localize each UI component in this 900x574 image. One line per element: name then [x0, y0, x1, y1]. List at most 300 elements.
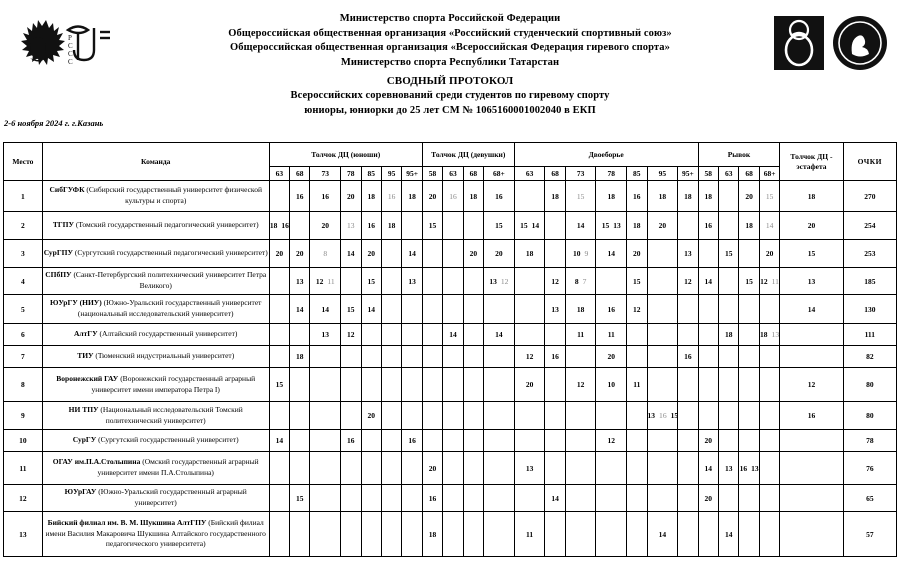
score-cell-d0	[514, 268, 545, 295]
team-abbr: ТГПУ	[52, 220, 74, 230]
score-cell-m1: 16	[290, 181, 310, 212]
th-group-snatch: Рывок	[698, 143, 780, 167]
score-cell-d4	[627, 452, 647, 485]
score-cell-d5	[647, 368, 678, 402]
score-cell-m6	[402, 346, 422, 368]
score-cell-d3: 18	[596, 181, 627, 212]
score-cell-w0	[422, 295, 442, 324]
score-cell-w0	[422, 268, 442, 295]
th-weight-3-2: 68	[739, 167, 759, 181]
score-cell-r3: 14	[759, 212, 779, 240]
score-cell-d1	[545, 512, 565, 557]
score-cell-m6	[402, 452, 422, 485]
relay-cell: 18	[780, 181, 843, 212]
team-abbr: ЮУрГАУ	[64, 487, 97, 497]
score-cell-d3: 15 13	[596, 212, 627, 240]
score-cell-d6	[678, 485, 698, 512]
score-cell-d4	[627, 402, 647, 430]
score-cell-d1	[545, 324, 565, 346]
score-cell-m2: 12 11	[310, 268, 341, 295]
table-row	[4, 212, 897, 240]
score-cell-d6	[678, 402, 698, 430]
score-cell-m5	[381, 346, 401, 368]
score-cell-m0	[269, 181, 289, 212]
score-cell-d5	[647, 485, 678, 512]
score-cell-r0	[698, 240, 718, 268]
score-cell-w0: 20	[422, 452, 442, 485]
score-cell-d6	[678, 430, 698, 452]
table-row	[4, 268, 897, 295]
score-cell-m3: 20	[341, 181, 361, 212]
score-cell-d0	[514, 181, 545, 212]
score-cell-w2	[463, 268, 483, 295]
score-cell-w2	[463, 212, 483, 240]
points-cell: 82	[843, 346, 896, 368]
score-cell-r1	[719, 430, 739, 452]
score-cell-w2	[463, 346, 483, 368]
score-cell-w3	[484, 485, 515, 512]
row-team: ТИУ (Тюменский индустриальный университет)	[42, 346, 269, 368]
score-cell-m3: 13	[341, 212, 361, 240]
score-cell-d1	[545, 212, 565, 240]
score-secondary: 7	[582, 276, 587, 286]
score-cell-d4: 11	[627, 368, 647, 402]
score-cell-w2	[463, 485, 483, 512]
score-cell-d3	[596, 268, 627, 295]
score-cell-m4	[361, 368, 381, 402]
score-cell-r0: 14	[698, 452, 718, 485]
score-cell-d6	[678, 452, 698, 485]
score-cell-d2	[565, 430, 596, 452]
relay-cell: 14	[780, 295, 843, 324]
document-header	[0, 0, 900, 128]
th-weight-0-2: 73	[310, 167, 341, 181]
score-cell-r1	[719, 268, 739, 295]
score-cell-m5	[381, 402, 401, 430]
score-cell-m4: 16	[361, 212, 381, 240]
svg-text:С: С	[68, 50, 73, 58]
row-place: 2	[4, 212, 43, 240]
score-cell-m2	[310, 430, 341, 452]
score-cell-d4: 18	[627, 212, 647, 240]
score-cell-d0	[514, 295, 545, 324]
score-cell-r1	[719, 181, 739, 212]
score-cell-d0	[514, 485, 545, 512]
score-cell-m4	[361, 452, 381, 485]
score-cell-r0	[698, 368, 718, 402]
score-cell-w2: 20	[463, 240, 483, 268]
score-cell-w1	[443, 295, 463, 324]
score-cell-w1: 14	[443, 324, 463, 346]
relay-cell	[780, 512, 843, 557]
protocol-subtitle-1: Всероссийских соревнований среди студентов по гиревому спорту	[290, 89, 610, 101]
score-cell-r3	[759, 346, 779, 368]
th-weight-3-0: 58	[698, 167, 718, 181]
score-cell-d5	[647, 268, 678, 295]
svg-text:С: С	[68, 58, 73, 66]
score-cell-m0	[269, 512, 289, 557]
score-cell-m6: 18	[402, 181, 422, 212]
score-cell-m3: 14	[341, 240, 361, 268]
score-cell-m4: 15	[361, 268, 381, 295]
score-cell-m1	[290, 430, 310, 452]
score-cell-d3: 14	[596, 240, 627, 268]
score-cell-d4: 12	[627, 295, 647, 324]
score-cell-r0	[698, 402, 718, 430]
relay-cell	[780, 485, 843, 512]
score-cell-d3	[596, 452, 627, 485]
score-cell-r2	[739, 430, 759, 452]
score-cell-r2	[739, 240, 759, 268]
th-place: Место	[4, 143, 43, 181]
score-cell-m4: 20	[361, 240, 381, 268]
score-cell-d5: 14	[647, 512, 678, 557]
score-cell-w1	[443, 485, 463, 512]
row-team: Воронежский ГАУ (Воронежский государственный аграрный университет имени императора Петра I)	[42, 368, 269, 402]
team-abbr: СибГУФК	[49, 185, 85, 195]
score-cell-m4: 14	[361, 295, 381, 324]
score-cell-m3	[341, 346, 361, 368]
row-place: 12	[4, 485, 43, 512]
score-cell-d6: 16	[678, 346, 698, 368]
score-cell-r0: 16	[698, 212, 718, 240]
score-cell-w1	[443, 430, 463, 452]
score-cell-d6: 12	[678, 268, 698, 295]
th-weight-2-3: 78	[596, 167, 627, 181]
score-cell-d1	[545, 402, 565, 430]
points-cell: 130	[843, 295, 896, 324]
score-cell-m5	[381, 452, 401, 485]
row-place: 11	[4, 452, 43, 485]
score-cell-m2	[310, 485, 341, 512]
score-cell-m0	[269, 452, 289, 485]
relay-cell: 13	[780, 268, 843, 295]
score-cell-d5: 20	[647, 212, 678, 240]
th-weight-0-1: 68	[290, 167, 310, 181]
score-cell-d0: 15 14	[514, 212, 545, 240]
score-cell-w1	[443, 240, 463, 268]
score-tertiary: 15	[670, 411, 679, 420]
points-cell: 253	[843, 240, 896, 268]
score-secondary: 13	[751, 463, 759, 473]
score-cell-w1	[443, 212, 463, 240]
score-cell-d0: 13	[514, 452, 545, 485]
score-cell-m0	[269, 268, 289, 295]
score-cell-d0	[514, 324, 545, 346]
score-cell-r1	[719, 346, 739, 368]
score-cell-r1	[719, 368, 739, 402]
score-cell-d2	[565, 512, 596, 557]
row-team: СибГУФК (Сибирский государственный университет физической культуры и спорта)	[42, 181, 269, 212]
score-cell-r1: 15	[719, 240, 739, 268]
federation-logos-icon	[772, 14, 890, 72]
th-weight-2-4: 85	[627, 167, 647, 181]
score-cell-w2	[463, 324, 483, 346]
score-cell-m0: 14	[269, 430, 289, 452]
score-cell-m5	[381, 295, 401, 324]
score-cell-m1	[290, 212, 310, 240]
score-cell-d2: 8 7	[565, 268, 596, 295]
score-cell-m4	[361, 512, 381, 557]
relay-cell: 12	[780, 368, 843, 402]
th-weight-1-1: 63	[443, 167, 463, 181]
score-cell-m6	[402, 512, 422, 557]
score-cell-d1: 14	[545, 485, 565, 512]
score-cell-w3	[484, 368, 515, 402]
score-cell-m2: 16	[310, 181, 341, 212]
relay-cell: 15	[780, 240, 843, 268]
score-cell-m6: 13	[402, 268, 422, 295]
score-cell-d3	[596, 512, 627, 557]
score-cell-d5	[647, 324, 678, 346]
score-secondary: 11	[771, 276, 779, 286]
th-group-biathlon: Двоеборье	[514, 143, 698, 167]
score-cell-m0: 18 16	[269, 212, 289, 240]
points-cell: 185	[843, 268, 896, 295]
score-cell-r0	[698, 324, 718, 346]
score-cell-d1	[545, 240, 565, 268]
score-secondary: 14	[531, 221, 540, 230]
score-cell-r3: 20	[759, 240, 779, 268]
score-cell-d3	[596, 485, 627, 512]
score-cell-m2	[310, 512, 341, 557]
score-cell-w2	[463, 295, 483, 324]
score-cell-m5	[381, 368, 401, 402]
score-cell-w3	[484, 512, 515, 557]
score-cell-d4	[627, 324, 647, 346]
score-cell-d1	[545, 368, 565, 402]
score-cell-d5: 18	[647, 181, 678, 212]
svg-text:С: С	[68, 42, 73, 50]
row-team: Бийский филиал им. В. М. Шукшина АлтГПУ (Бийский филиал имени Василия Макаровича Шукшина Алтайского государственного педагогического университета)	[42, 512, 269, 557]
team-abbr: СурГУ	[72, 435, 97, 445]
score-cell-m5	[381, 240, 401, 268]
score-secondary: 16	[659, 411, 667, 420]
table-row	[4, 430, 897, 452]
header-line-1: Министерство спорта Российской Федерации	[339, 13, 561, 24]
score-cell-d2	[565, 346, 596, 368]
score-cell-w0	[422, 324, 442, 346]
score-cell-w1	[443, 346, 463, 368]
score-cell-d5	[647, 295, 678, 324]
th-weight-2-1: 68	[545, 167, 565, 181]
score-cell-d0: 18	[514, 240, 545, 268]
score-cell-w3: 13 12	[484, 268, 515, 295]
header-titles	[150, 12, 750, 118]
score-cell-d4: 20	[627, 240, 647, 268]
points-cell: 80	[843, 368, 896, 402]
score-cell-m0	[269, 346, 289, 368]
table-head	[4, 143, 897, 181]
score-cell-m0	[269, 402, 289, 430]
table-row	[4, 485, 897, 512]
row-place: 8	[4, 368, 43, 402]
score-cell-d4	[627, 512, 647, 557]
score-cell-m3	[341, 512, 361, 557]
th-relay: Толчок ДЦ - эстафета	[780, 143, 843, 181]
score-cell-r2	[739, 295, 759, 324]
score-cell-w3: 14	[484, 324, 515, 346]
table-row	[4, 346, 897, 368]
score-cell-m5	[381, 268, 401, 295]
score-cell-w1	[443, 452, 463, 485]
score-cell-m4	[361, 430, 381, 452]
score-cell-d5	[647, 240, 678, 268]
row-place: 1	[4, 181, 43, 212]
score-cell-w0	[422, 402, 442, 430]
score-cell-m3: 12	[341, 324, 361, 346]
score-cell-w0	[422, 430, 442, 452]
points-cell: 57	[843, 512, 896, 557]
score-secondary: 16	[281, 221, 289, 230]
score-cell-m6: 14	[402, 240, 422, 268]
score-cell-r1	[719, 402, 739, 430]
score-cell-m1: 15	[290, 485, 310, 512]
score-cell-w1	[443, 512, 463, 557]
score-cell-w2	[463, 402, 483, 430]
score-cell-r1	[719, 485, 739, 512]
points-cell: 78	[843, 430, 896, 452]
score-cell-d0: 20	[514, 368, 545, 402]
score-cell-w1	[443, 402, 463, 430]
score-cell-d6	[678, 368, 698, 402]
score-cell-d2: 14	[565, 212, 596, 240]
score-cell-d3: 11	[596, 324, 627, 346]
score-cell-m1	[290, 452, 310, 485]
team-abbr: НИ ТПУ	[68, 404, 99, 414]
date-city: 2-6 ноября 2024 г. г.Казань	[4, 118, 104, 128]
score-cell-m2	[310, 346, 341, 368]
score-cell-m3: 16	[341, 430, 361, 452]
score-cell-m3	[341, 402, 361, 430]
score-cell-w0	[422, 346, 442, 368]
score-cell-w2	[463, 512, 483, 557]
score-secondary: 13	[771, 330, 780, 339]
score-cell-d3: 20	[596, 346, 627, 368]
score-cell-m5: 16	[381, 181, 401, 212]
score-cell-r2: 15	[739, 268, 759, 295]
score-cell-r2	[739, 402, 759, 430]
score-cell-m1: 20	[290, 240, 310, 268]
score-cell-d2	[565, 402, 596, 430]
row-team: ЮУрГУ (НИУ) (Южно-Уральский государственный университет (национальный исследовательский университет)	[42, 295, 269, 324]
table-row	[4, 402, 897, 430]
score-cell-w0: 15	[422, 212, 442, 240]
score-cell-m3	[341, 452, 361, 485]
score-cell-d0	[514, 430, 545, 452]
th-weight-1-0: 58	[422, 167, 442, 181]
coat-of-arms-icon	[8, 14, 128, 70]
score-cell-m0	[269, 485, 289, 512]
score-cell-r2: 20	[739, 181, 759, 212]
row-place: 6	[4, 324, 43, 346]
score-cell-r2: 16 13	[739, 452, 759, 485]
score-cell-m1: 13	[290, 268, 310, 295]
score-cell-w2	[463, 452, 483, 485]
score-cell-w3	[484, 452, 515, 485]
score-cell-d1	[545, 430, 565, 452]
th-weight-3-1: 63	[719, 167, 739, 181]
th-weight-2-6: 95+	[678, 167, 698, 181]
relay-cell: 16	[780, 402, 843, 430]
score-cell-w3	[484, 346, 515, 368]
relay-cell	[780, 452, 843, 485]
score-cell-m1: 18	[290, 346, 310, 368]
score-cell-d4: 16	[627, 181, 647, 212]
score-cell-w2: 18	[463, 181, 483, 212]
score-cell-r0	[698, 512, 718, 557]
protocol-title: СВОДНЫЙ ПРОТОКОЛ	[386, 75, 514, 88]
score-cell-m2: 13	[310, 324, 341, 346]
score-cell-w0: 20	[422, 181, 442, 212]
table-row	[4, 368, 897, 402]
score-cell-r3: 18 13	[759, 324, 779, 346]
relay-cell: 20	[780, 212, 843, 240]
row-place: 9	[4, 402, 43, 430]
points-cell: 76	[843, 452, 896, 485]
score-cell-d5	[647, 452, 678, 485]
score-cell-m4	[361, 485, 381, 512]
row-team: АлтГУ (Алтайский государственный университет)	[42, 324, 269, 346]
row-team: СурГУ (Сургутский государственный университет)	[42, 430, 269, 452]
row-place: 5	[4, 295, 43, 324]
score-cell-d6	[678, 212, 698, 240]
row-place: 13	[4, 512, 43, 557]
th-weight-0-4: 85	[361, 167, 381, 181]
score-cell-d5	[647, 346, 678, 368]
score-cell-d3	[596, 402, 627, 430]
score-cell-m4	[361, 324, 381, 346]
score-cell-m6	[402, 295, 422, 324]
score-cell-m0: 15	[269, 368, 289, 402]
score-cell-r3	[759, 512, 779, 557]
table-row	[4, 181, 897, 212]
th-team: Команда	[42, 143, 269, 181]
points-cell: 270	[843, 181, 896, 212]
th-weight-1-2: 68	[463, 167, 483, 181]
score-cell-w2	[463, 368, 483, 402]
table-row	[4, 324, 897, 346]
score-cell-d1: 12	[545, 268, 565, 295]
score-cell-w3	[484, 430, 515, 452]
score-cell-m2: 14	[310, 295, 341, 324]
score-cell-d1	[545, 452, 565, 485]
score-cell-w0	[422, 240, 442, 268]
relay-cell	[780, 346, 843, 368]
score-cell-r3: 15	[759, 181, 779, 212]
protocol-subtitle-2: юниоры, юниорки до 25 лет СМ № 1065160001002040 в ЕКП	[304, 104, 596, 116]
score-cell-w3	[484, 295, 515, 324]
score-secondary: 13	[613, 221, 621, 230]
th-weight-0-0: 63	[269, 167, 289, 181]
svg-text:Р: Р	[68, 34, 72, 42]
score-cell-m1	[290, 512, 310, 557]
header-line-4: Министерство спорта Республики Татарстан	[340, 56, 560, 68]
score-cell-r1	[719, 212, 739, 240]
team-abbr: Бийский филиал им. В. М. Шукшина АлтГПУ	[47, 518, 207, 528]
row-team: НИ ТПУ (Национальный исследовательский Томский политехнический университет)	[42, 402, 269, 430]
team-abbr: СурГПУ	[43, 248, 73, 258]
th-group-women-jerk: Толчок ДЦ (девушки)	[422, 143, 514, 167]
score-cell-d6: 13	[678, 240, 698, 268]
score-cell-w2	[463, 430, 483, 452]
score-cell-r0: 20	[698, 430, 718, 452]
results-table	[3, 142, 897, 557]
score-cell-d2: 15	[565, 181, 596, 212]
score-cell-d4	[627, 485, 647, 512]
score-secondary: 12	[500, 276, 509, 286]
row-team: ТГПУ (Томский государственный педагогический университет)	[42, 212, 269, 240]
